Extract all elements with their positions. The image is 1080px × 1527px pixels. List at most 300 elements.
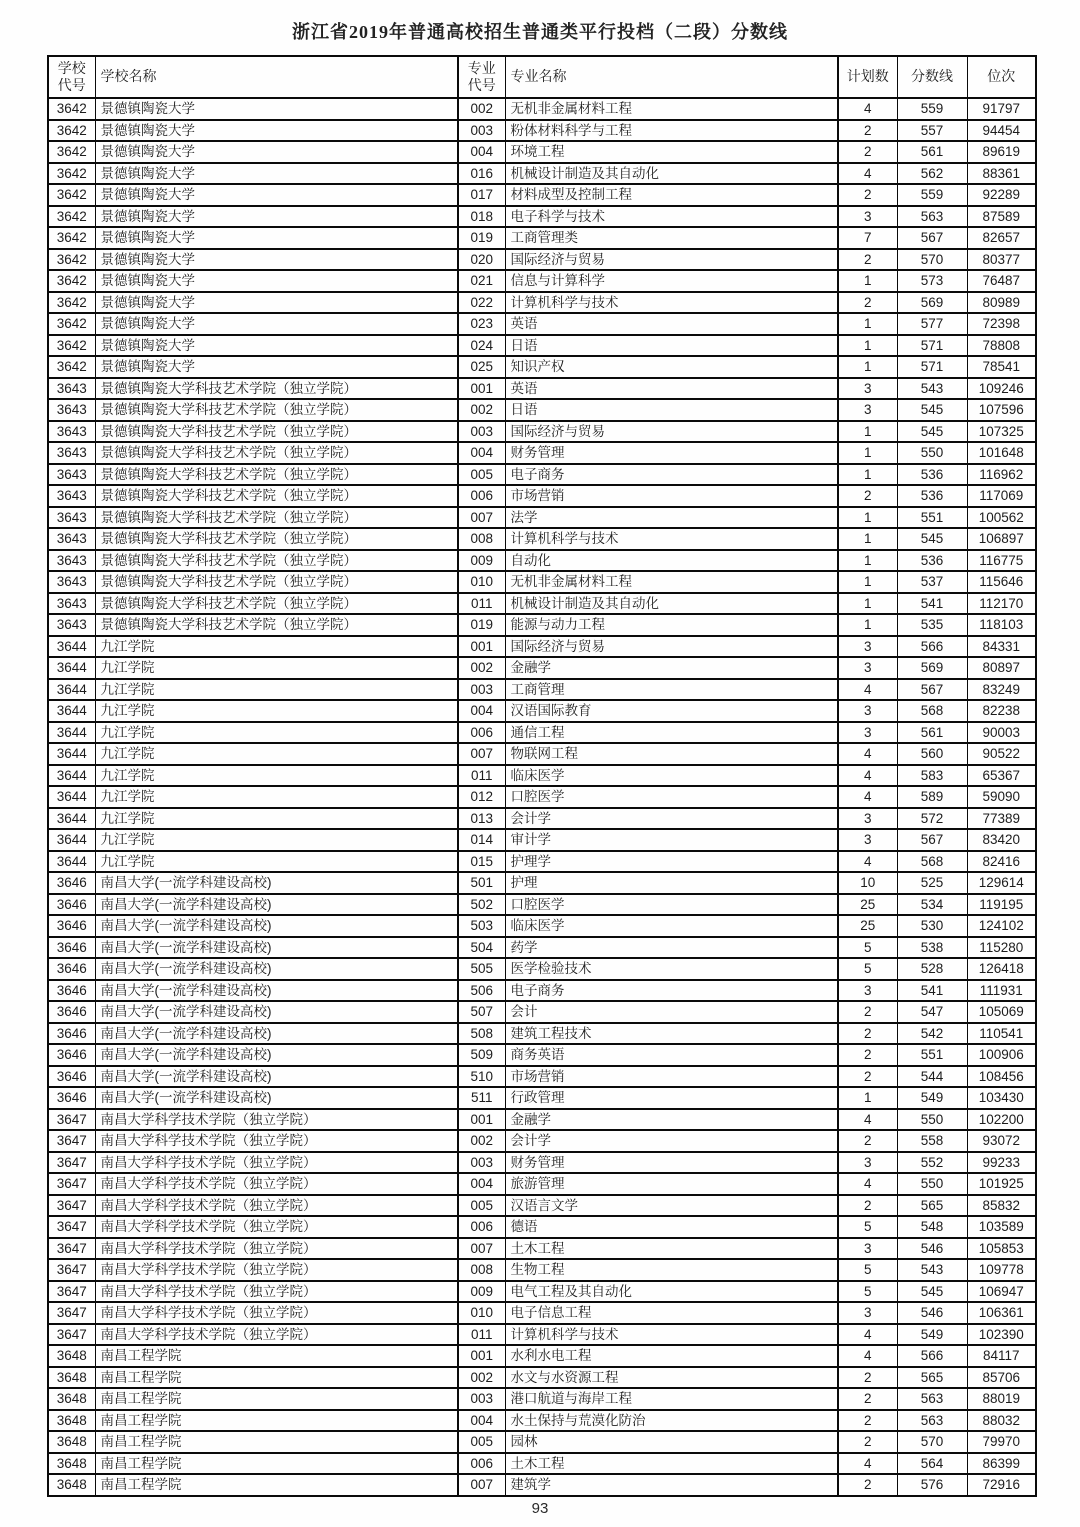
rank-cell: 106897 [967, 528, 1036, 550]
major-code-cell: 023 [458, 313, 505, 335]
rank-cell: 72916 [967, 1474, 1036, 1496]
plan-count-cell: 1 [838, 571, 897, 593]
school-code-cell: 3643 [48, 507, 95, 529]
score-line-cell: 568 [897, 851, 967, 873]
plan-count-cell: 1 [838, 335, 897, 357]
table-row [48, 1238, 1036, 1260]
score-line-table [47, 55, 1037, 1497]
rank-cell: 85706 [967, 1367, 1036, 1389]
major-code-cell: 011 [458, 593, 505, 615]
table-row [48, 1023, 1036, 1045]
table-row [48, 528, 1036, 550]
plan-count-cell: 5 [838, 1259, 897, 1281]
major-code-cell: 013 [458, 808, 505, 830]
major-code-cell: 001 [458, 378, 505, 400]
score-line-cell: 538 [897, 937, 967, 959]
major-name-cell: 会计学 [505, 1130, 838, 1152]
table-row [48, 1259, 1036, 1281]
rank-cell: 83249 [967, 679, 1036, 701]
header-score-line: 分数线 [897, 56, 967, 98]
plan-count-cell: 1 [838, 550, 897, 572]
major-code-cell: 007 [458, 1474, 505, 1496]
school-code-cell: 3643 [48, 442, 95, 464]
rank-cell: 83420 [967, 829, 1036, 851]
major-name-cell: 会计学 [505, 808, 838, 830]
school-code-cell: 3642 [48, 141, 95, 163]
school-name-cell: 景德镇陶瓷大学 [95, 270, 458, 292]
plan-count-cell: 1 [838, 356, 897, 378]
major-name-cell: 汉语言文学 [505, 1195, 838, 1217]
major-name-cell: 物联网工程 [505, 743, 838, 765]
major-code-cell: 007 [458, 743, 505, 765]
rank-cell: 82416 [967, 851, 1036, 873]
major-code-cell: 004 [458, 700, 505, 722]
school-code-cell: 3647 [48, 1281, 95, 1303]
school-code-cell: 3642 [48, 184, 95, 206]
major-name-cell: 电气工程及其自动化 [505, 1281, 838, 1303]
major-code-cell: 003 [458, 1388, 505, 1410]
major-code-cell: 507 [458, 1001, 505, 1023]
school-code-cell: 3646 [48, 1023, 95, 1045]
plan-count-cell: 2 [838, 1195, 897, 1217]
major-name-cell: 财务管理 [505, 1152, 838, 1174]
school-name-cell: 南昌大学(一流学科建设高校) [95, 937, 458, 959]
school-name-cell: 景德镇陶瓷大学 [95, 184, 458, 206]
score-line-cell: 541 [897, 980, 967, 1002]
major-name-cell: 商务英语 [505, 1044, 838, 1066]
school-name-cell: 景德镇陶瓷大学科技艺术学院（独立学院） [95, 593, 458, 615]
major-code-cell: 002 [458, 657, 505, 679]
school-code-cell: 3643 [48, 399, 95, 421]
plan-count-cell: 2 [838, 485, 897, 507]
school-name-cell: 景德镇陶瓷大学科技艺术学院（独立学院） [95, 571, 458, 593]
school-name-cell: 南昌工程学院 [95, 1345, 458, 1367]
school-code-cell: 3643 [48, 378, 95, 400]
plan-count-cell: 3 [838, 399, 897, 421]
major-name-cell: 知识产权 [505, 356, 838, 378]
major-code-cell: 002 [458, 98, 505, 120]
school-name-cell: 南昌大学科学技术学院（独立学院） [95, 1281, 458, 1303]
table-row [48, 550, 1036, 572]
rank-cell: 76487 [967, 270, 1036, 292]
major-code-cell: 005 [458, 1431, 505, 1453]
plan-count-cell: 4 [838, 851, 897, 873]
plan-count-cell: 1 [838, 507, 897, 529]
plan-count-cell: 3 [838, 1238, 897, 1260]
rank-cell: 93072 [967, 1130, 1036, 1152]
school-name-cell: 景德镇陶瓷大学 [95, 335, 458, 357]
rank-cell: 105069 [967, 1001, 1036, 1023]
school-name-cell: 南昌工程学院 [95, 1453, 458, 1475]
score-line-cell: 566 [897, 1345, 967, 1367]
score-line-cell: 542 [897, 1023, 967, 1045]
score-line-cell: 543 [897, 378, 967, 400]
score-line-cell: 571 [897, 356, 967, 378]
rank-cell: 109246 [967, 378, 1036, 400]
major-name-cell: 信息与计算科学 [505, 270, 838, 292]
score-line-cell: 536 [897, 485, 967, 507]
score-line-cell: 544 [897, 1066, 967, 1088]
school-code-cell: 3646 [48, 894, 95, 916]
plan-count-cell: 1 [838, 421, 897, 443]
major-name-cell: 通信工程 [505, 722, 838, 744]
table-row [48, 292, 1036, 314]
table-row [48, 1388, 1036, 1410]
plan-count-cell: 25 [838, 915, 897, 937]
major-name-cell: 临床医学 [505, 765, 838, 787]
major-code-cell: 011 [458, 1324, 505, 1346]
school-code-cell: 3642 [48, 206, 95, 228]
major-code-cell: 003 [458, 1152, 505, 1174]
major-name-cell: 法学 [505, 507, 838, 529]
rank-cell: 102390 [967, 1324, 1036, 1346]
score-line-cell: 534 [897, 894, 967, 916]
major-name-cell: 土木工程 [505, 1238, 838, 1260]
plan-count-cell: 4 [838, 1345, 897, 1367]
plan-count-cell: 4 [838, 1173, 897, 1195]
table-row [48, 593, 1036, 615]
major-code-cell: 001 [458, 1345, 505, 1367]
school-code-cell: 3643 [48, 571, 95, 593]
school-code-cell: 3642 [48, 98, 95, 120]
plan-count-cell: 3 [838, 980, 897, 1002]
table-row [48, 743, 1036, 765]
school-name-cell: 景德镇陶瓷大学科技艺术学院（独立学院） [95, 485, 458, 507]
major-code-cell: 004 [458, 1410, 505, 1432]
major-code-cell: 005 [458, 1195, 505, 1217]
plan-count-cell: 5 [838, 958, 897, 980]
major-code-cell: 017 [458, 184, 505, 206]
table-row [48, 399, 1036, 421]
rank-cell: 109778 [967, 1259, 1036, 1281]
rank-cell: 84331 [967, 636, 1036, 658]
score-line-cell: 563 [897, 1410, 967, 1432]
school-code-cell: 3644 [48, 722, 95, 744]
school-code-cell: 3646 [48, 1001, 95, 1023]
major-name-cell: 旅游管理 [505, 1173, 838, 1195]
table-row [48, 1410, 1036, 1432]
table-row [48, 270, 1036, 292]
school-code-cell: 3648 [48, 1431, 95, 1453]
rank-cell: 103430 [967, 1087, 1036, 1109]
major-name-cell: 财务管理 [505, 442, 838, 464]
school-code-cell: 3644 [48, 765, 95, 787]
score-line-cell: 571 [897, 335, 967, 357]
school-code-cell: 3647 [48, 1195, 95, 1217]
major-name-cell: 能源与动力工程 [505, 614, 838, 636]
school-code-cell: 3644 [48, 700, 95, 722]
major-name-cell: 水文与水资源工程 [505, 1367, 838, 1389]
school-name-cell: 九江学院 [95, 722, 458, 744]
rank-cell: 78808 [967, 335, 1036, 357]
major-code-cell: 003 [458, 421, 505, 443]
score-line-cell: 545 [897, 399, 967, 421]
rank-cell: 126418 [967, 958, 1036, 980]
table-row [48, 1087, 1036, 1109]
table-row [48, 249, 1036, 271]
plan-count-cell: 4 [838, 98, 897, 120]
score-line-cell: 547 [897, 1001, 967, 1023]
school-name-cell: 景德镇陶瓷大学科技艺术学院（独立学院） [95, 550, 458, 572]
major-code-cell: 508 [458, 1023, 505, 1045]
school-name-cell: 南昌大学科学技术学院（独立学院） [95, 1324, 458, 1346]
rank-cell: 84117 [967, 1345, 1036, 1367]
plan-count-cell: 5 [838, 1216, 897, 1238]
score-line-cell: 566 [897, 636, 967, 658]
score-line-cell: 565 [897, 1195, 967, 1217]
table-row [48, 980, 1036, 1002]
table-row [48, 700, 1036, 722]
rank-cell: 88019 [967, 1388, 1036, 1410]
plan-count-cell: 4 [838, 765, 897, 787]
school-code-cell: 3647 [48, 1152, 95, 1174]
score-line-cell: 563 [897, 206, 967, 228]
score-line-cell: 589 [897, 786, 967, 808]
major-code-cell: 509 [458, 1044, 505, 1066]
school-name-cell: 南昌大学(一流学科建设高校) [95, 1087, 458, 1109]
school-name-cell: 南昌大学(一流学科建设高校) [95, 1001, 458, 1023]
school-name-cell: 南昌大学(一流学科建设高校) [95, 1044, 458, 1066]
school-name-cell: 南昌工程学院 [95, 1410, 458, 1432]
school-code-cell: 3643 [48, 464, 95, 486]
score-line-cell: 561 [897, 141, 967, 163]
school-code-cell: 3646 [48, 915, 95, 937]
major-name-cell: 国际经济与贸易 [505, 636, 838, 658]
major-name-cell: 计算机科学与技术 [505, 528, 838, 550]
rank-cell: 89619 [967, 141, 1036, 163]
major-code-cell: 007 [458, 507, 505, 529]
major-name-cell: 市场营销 [505, 1066, 838, 1088]
score-line-cell: 567 [897, 227, 967, 249]
school-code-cell: 3642 [48, 292, 95, 314]
major-name-cell: 无机非金属材料工程 [505, 98, 838, 120]
school-name-cell: 景德镇陶瓷大学科技艺术学院（独立学院） [95, 442, 458, 464]
school-name-cell: 景德镇陶瓷大学 [95, 141, 458, 163]
school-code-cell: 3643 [48, 593, 95, 615]
school-name-cell: 景德镇陶瓷大学 [95, 356, 458, 378]
table-row [48, 1216, 1036, 1238]
major-name-cell: 材料成型及控制工程 [505, 184, 838, 206]
score-line-cell: 576 [897, 1474, 967, 1496]
plan-count-cell: 4 [838, 743, 897, 765]
plan-count-cell: 4 [838, 1324, 897, 1346]
table-row [48, 485, 1036, 507]
school-code-cell: 3647 [48, 1259, 95, 1281]
major-code-cell: 002 [458, 1367, 505, 1389]
major-name-cell: 机械设计制造及其自动化 [505, 593, 838, 615]
plan-count-cell: 1 [838, 442, 897, 464]
header-rank: 位次 [967, 56, 1036, 98]
plan-count-cell: 4 [838, 679, 897, 701]
school-name-cell: 九江学院 [95, 636, 458, 658]
plan-count-cell: 3 [838, 378, 897, 400]
major-name-cell: 电子科学与技术 [505, 206, 838, 228]
major-code-cell: 015 [458, 851, 505, 873]
plan-count-cell: 2 [838, 1388, 897, 1410]
table-row [48, 1281, 1036, 1303]
table-row [48, 1066, 1036, 1088]
school-code-cell: 3642 [48, 249, 95, 271]
score-line-cell: 536 [897, 550, 967, 572]
rank-cell: 90522 [967, 743, 1036, 765]
plan-count-cell: 1 [838, 1087, 897, 1109]
major-code-cell: 510 [458, 1066, 505, 1088]
major-name-cell: 口腔医学 [505, 786, 838, 808]
score-line-cell: 546 [897, 1302, 967, 1324]
table-row [48, 829, 1036, 851]
rank-cell: 65367 [967, 765, 1036, 787]
school-name-cell: 南昌大学科学技术学院（独立学院） [95, 1130, 458, 1152]
table-row [48, 1173, 1036, 1195]
score-line-cell: 530 [897, 915, 967, 937]
score-line-cell: 572 [897, 808, 967, 830]
major-code-cell: 502 [458, 894, 505, 916]
rank-cell: 79970 [967, 1431, 1036, 1453]
major-name-cell: 德语 [505, 1216, 838, 1238]
plan-count-cell: 2 [838, 141, 897, 163]
school-name-cell: 南昌大学(一流学科建设高校) [95, 1066, 458, 1088]
table-row [48, 872, 1036, 894]
score-line-cell: 551 [897, 1044, 967, 1066]
school-name-cell: 景德镇陶瓷大学 [95, 292, 458, 314]
major-name-cell: 工商管理类 [505, 227, 838, 249]
school-name-cell: 景德镇陶瓷大学科技艺术学院（独立学院） [95, 464, 458, 486]
plan-count-cell: 4 [838, 1453, 897, 1475]
major-code-cell: 004 [458, 141, 505, 163]
major-code-cell: 019 [458, 614, 505, 636]
plan-count-cell: 3 [838, 636, 897, 658]
school-code-cell: 3646 [48, 1066, 95, 1088]
school-code-cell: 3647 [48, 1173, 95, 1195]
rank-cell: 88361 [967, 163, 1036, 185]
table-row [48, 1044, 1036, 1066]
table-row [48, 507, 1036, 529]
school-code-cell: 3644 [48, 808, 95, 830]
score-line-cell: 573 [897, 270, 967, 292]
table-row [48, 335, 1036, 357]
rank-cell: 129614 [967, 872, 1036, 894]
score-line-cell: 567 [897, 829, 967, 851]
plan-count-cell: 4 [838, 163, 897, 185]
school-name-cell: 九江学院 [95, 765, 458, 787]
rank-cell: 80897 [967, 657, 1036, 679]
school-code-cell: 3644 [48, 743, 95, 765]
rank-cell: 108456 [967, 1066, 1036, 1088]
school-name-cell: 景德镇陶瓷大学 [95, 206, 458, 228]
rank-cell: 102200 [967, 1109, 1036, 1131]
school-code-cell: 3643 [48, 485, 95, 507]
plan-count-cell: 1 [838, 528, 897, 550]
score-line-cell: 546 [897, 1238, 967, 1260]
table-row [48, 679, 1036, 701]
school-code-cell: 3644 [48, 657, 95, 679]
school-code-cell: 3646 [48, 937, 95, 959]
major-name-cell: 电子商务 [505, 980, 838, 1002]
major-code-cell: 001 [458, 1109, 505, 1131]
school-name-cell: 南昌大学科学技术学院（独立学院） [95, 1238, 458, 1260]
school-name-cell: 九江学院 [95, 829, 458, 851]
table-row [48, 206, 1036, 228]
major-name-cell: 汉语国际教育 [505, 700, 838, 722]
school-name-cell: 九江学院 [95, 808, 458, 830]
plan-count-cell: 1 [838, 313, 897, 335]
plan-count-cell: 2 [838, 1044, 897, 1066]
major-code-cell: 007 [458, 1238, 505, 1260]
school-name-cell: 景德镇陶瓷大学科技艺术学院（独立学院） [95, 421, 458, 443]
rank-cell: 110541 [967, 1023, 1036, 1045]
table-row [48, 184, 1036, 206]
rank-cell: 118103 [967, 614, 1036, 636]
major-name-cell: 工商管理 [505, 679, 838, 701]
plan-count-cell: 25 [838, 894, 897, 916]
score-line-cell: 525 [897, 872, 967, 894]
plan-count-cell: 2 [838, 1474, 897, 1496]
school-code-cell: 3648 [48, 1474, 95, 1496]
major-code-cell: 020 [458, 249, 505, 271]
rank-cell: 112170 [967, 593, 1036, 615]
major-code-cell: 016 [458, 163, 505, 185]
school-name-cell: 九江学院 [95, 743, 458, 765]
score-line-cell: 564 [897, 1453, 967, 1475]
school-code-cell: 3647 [48, 1216, 95, 1238]
rank-cell: 101925 [967, 1173, 1036, 1195]
school-code-cell: 3647 [48, 1324, 95, 1346]
major-code-cell: 012 [458, 786, 505, 808]
major-code-cell: 003 [458, 679, 505, 701]
school-name-cell: 九江学院 [95, 657, 458, 679]
rank-cell: 119195 [967, 894, 1036, 916]
score-line-cell: 535 [897, 614, 967, 636]
school-code-cell: 3642 [48, 313, 95, 335]
school-name-cell: 南昌大学(一流学科建设高校) [95, 915, 458, 937]
table-row [48, 808, 1036, 830]
score-line-cell: 563 [897, 1388, 967, 1410]
rank-cell: 85832 [967, 1195, 1036, 1217]
rank-cell: 72398 [967, 313, 1036, 335]
plan-count-cell: 2 [838, 120, 897, 142]
school-code-cell: 3647 [48, 1238, 95, 1260]
table-row [48, 421, 1036, 443]
major-code-cell: 021 [458, 270, 505, 292]
major-code-cell: 009 [458, 550, 505, 572]
score-line-cell: 545 [897, 421, 967, 443]
rank-cell: 100562 [967, 507, 1036, 529]
school-code-cell: 3646 [48, 1087, 95, 1109]
school-name-cell: 九江学院 [95, 851, 458, 873]
major-code-cell: 002 [458, 1130, 505, 1152]
rank-cell: 87589 [967, 206, 1036, 228]
school-name-cell: 景德镇陶瓷大学科技艺术学院（独立学院） [95, 378, 458, 400]
rank-cell: 100906 [967, 1044, 1036, 1066]
school-name-cell: 景德镇陶瓷大学科技艺术学院（独立学院） [95, 528, 458, 550]
plan-count-cell: 3 [838, 700, 897, 722]
major-name-cell: 港口航道与海岸工程 [505, 1388, 838, 1410]
rank-cell: 101648 [967, 442, 1036, 464]
major-name-cell: 建筑学 [505, 1474, 838, 1496]
rank-cell: 77389 [967, 808, 1036, 830]
major-code-cell: 010 [458, 1302, 505, 1324]
table-row [48, 1453, 1036, 1475]
major-code-cell: 010 [458, 571, 505, 593]
major-name-cell: 计算机科学与技术 [505, 1324, 838, 1346]
major-code-cell: 501 [458, 872, 505, 894]
school-name-cell: 南昌工程学院 [95, 1367, 458, 1389]
rank-cell: 86399 [967, 1453, 1036, 1475]
school-name-cell: 南昌大学科学技术学院（独立学院） [95, 1152, 458, 1174]
major-code-cell: 006 [458, 1453, 505, 1475]
score-line-cell: 543 [897, 1259, 967, 1281]
score-line-cell: 552 [897, 1152, 967, 1174]
